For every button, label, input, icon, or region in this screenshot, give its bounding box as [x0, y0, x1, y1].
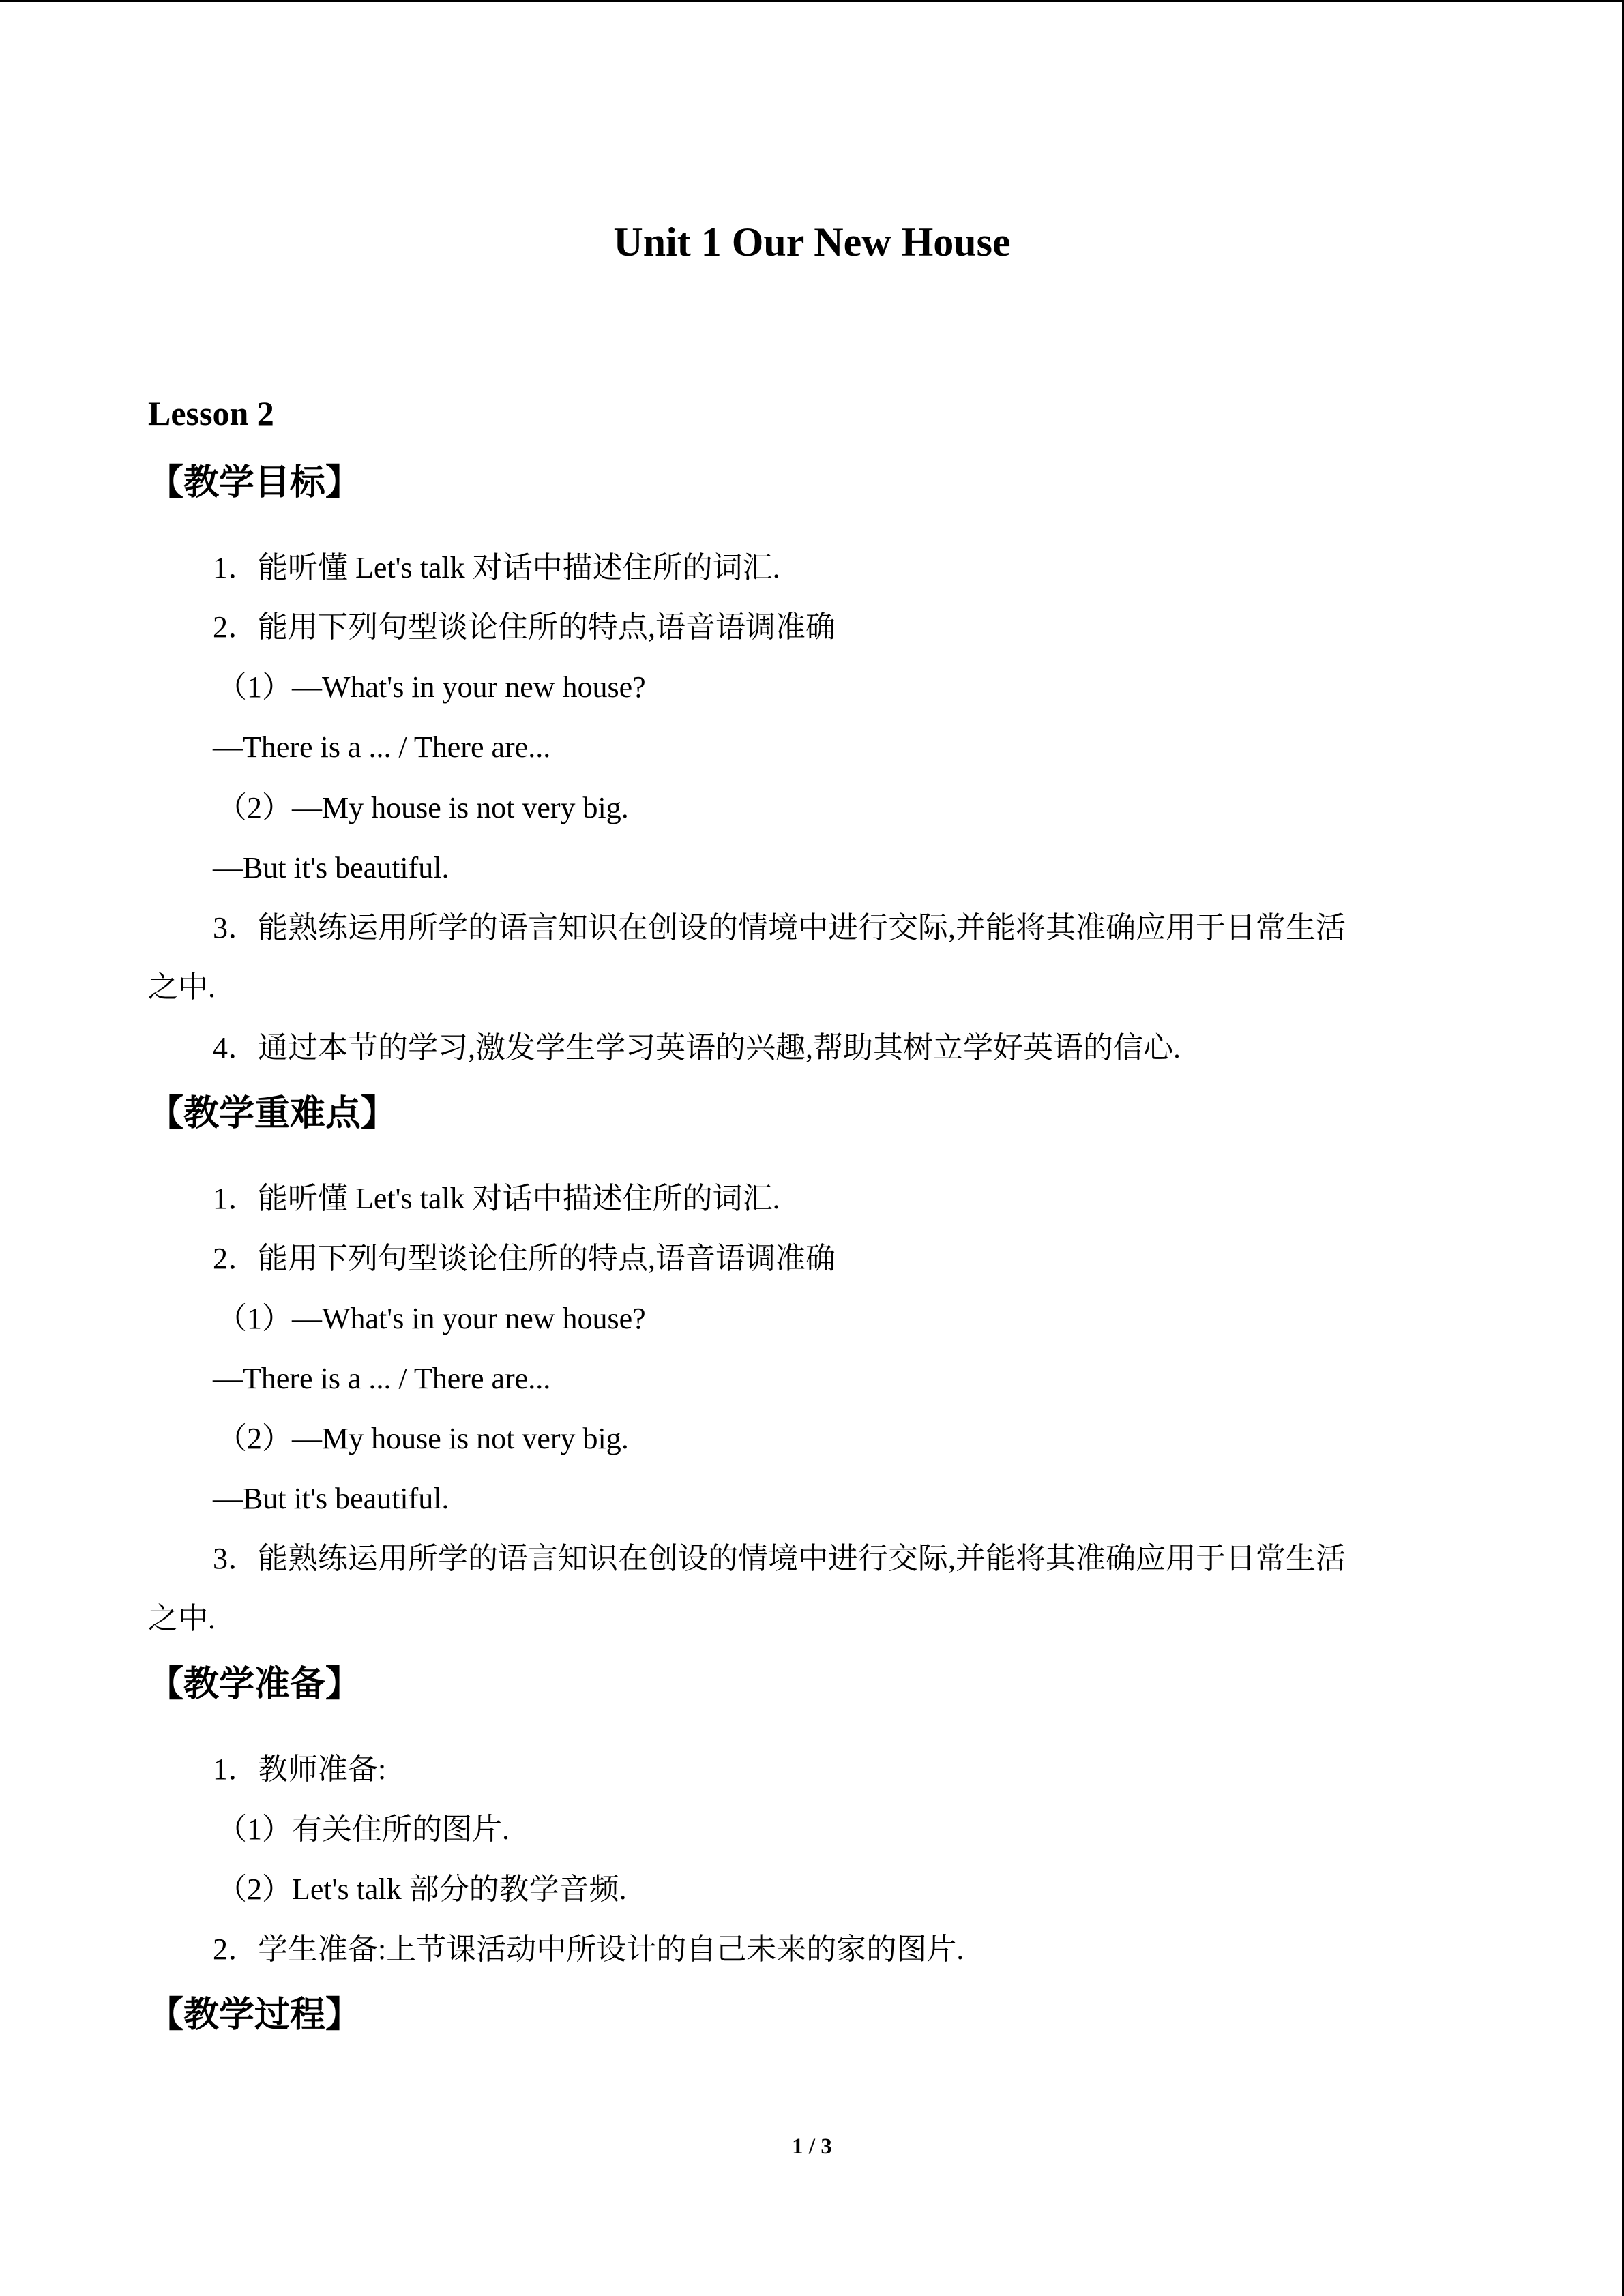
- page-number: 1 / 3: [792, 2134, 832, 2159]
- key-points-line: （1）—What's in your new house?: [217, 1302, 646, 1335]
- objectives-line: —But it's beautiful.: [213, 851, 449, 884]
- preparation-line: 2．学生准备:上节课活动中所设计的自己未来的家的图片.: [213, 1933, 964, 1966]
- objectives-line: （1）—What's in your new house?: [217, 670, 646, 704]
- key-points-line: —There is a ... / There are...: [213, 1362, 551, 1395]
- key-points-line: 之中.: [148, 1602, 216, 1635]
- section-heading-key-points: 【教学重难点】: [148, 1093, 397, 1134]
- key-points-line: （2）—My house is not very big.: [217, 1422, 629, 1455]
- objectives-line: —There is a ... / There are...: [213, 730, 551, 764]
- objectives-line: 4．通过本节的学习,激发学生学习英语的兴趣,帮助其树立学好英语的信心.: [213, 1031, 1181, 1064]
- objectives-line: 之中.: [148, 970, 216, 1004]
- section-heading-process: 【教学过程】: [148, 1995, 361, 2036]
- preparation-line: 1．教师准备:: [213, 1753, 387, 1786]
- key-points-line: 1．能听懂 Let's talk 对话中描述住所的词汇.: [213, 1182, 780, 1215]
- section-heading-objectives: 【教学目标】: [148, 462, 361, 503]
- key-points-line: 2．能用下列句型谈论住所的特点,语音语调准确: [213, 1242, 836, 1275]
- preparation-line: （1）有关住所的图片.: [217, 1813, 510, 1846]
- lesson-label: Lesson 2: [148, 394, 274, 432]
- objectives-line: （2）—My house is not very big.: [217, 791, 629, 824]
- objectives-line: 1．能听懂 Let's talk 对话中描述住所的词汇.: [213, 551, 780, 584]
- objectives-line: 3．能熟练运用所学的语言知识在创设的情境中进行交际,并能将其准确应用于日常生活: [213, 911, 1346, 944]
- document-title: Unit 1 Our New House: [613, 220, 1011, 265]
- preparation-line: （2）Let's talk 部分的教学音频.: [217, 1873, 627, 1906]
- objectives-line: 2．能用下列句型谈论住所的特点,语音语调准确: [213, 610, 836, 644]
- section-heading-preparation: 【教学准备】: [148, 1664, 361, 1705]
- key-points-line: —But it's beautiful.: [213, 1482, 449, 1515]
- key-points-line: 3．能熟练运用所学的语言知识在创设的情境中进行交际,并能将其准确应用于日常生活: [213, 1542, 1346, 1575]
